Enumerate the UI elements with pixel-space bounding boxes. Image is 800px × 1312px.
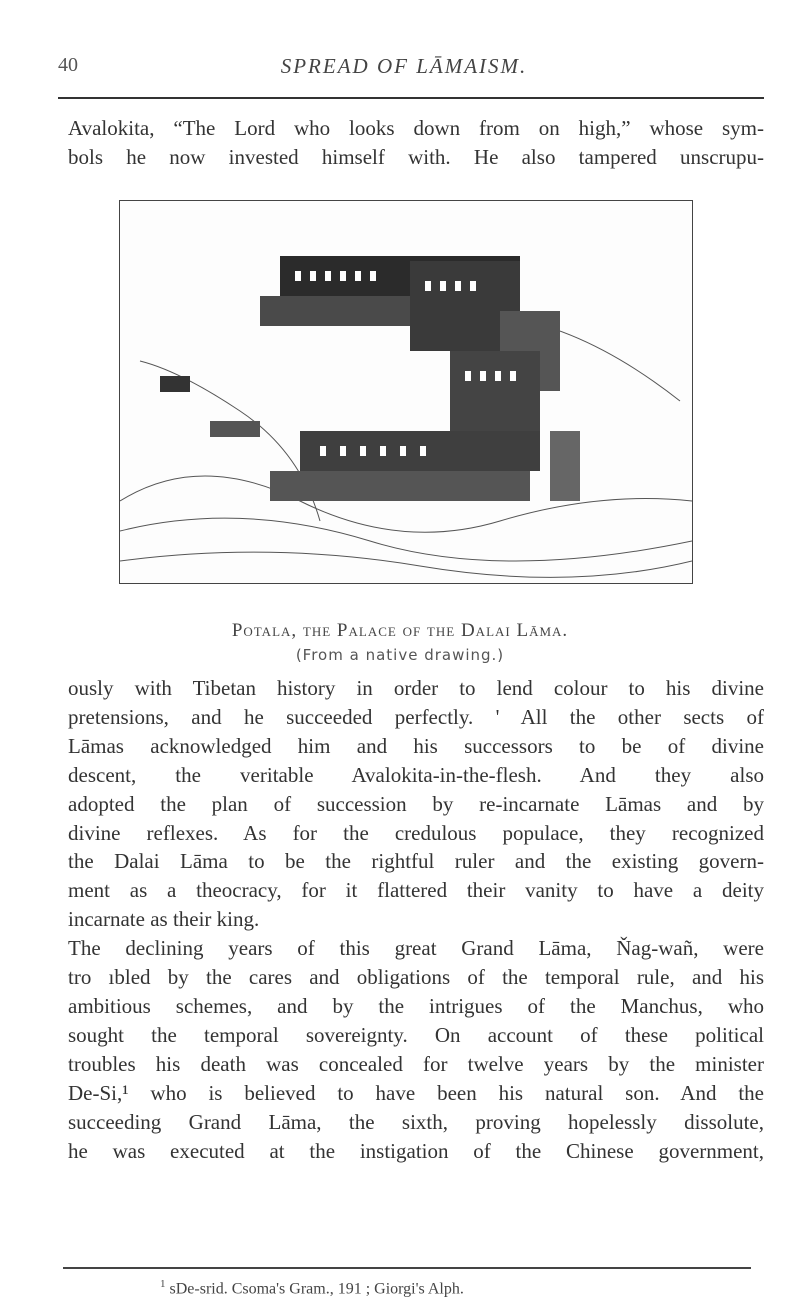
footnote-text: sDe-srid. Csoma's Gram., 191 ; Giorgi's Alph. (169, 1280, 464, 1298)
body-paragraph (68, 674, 764, 1165)
footnote (160, 1278, 720, 1298)
palace-drawing (120, 201, 692, 583)
text-line: bols he now invested himself with. He also tampered unscrupu- (68, 144, 764, 169)
potala-illustration (119, 200, 693, 584)
text-line: The declining years of this great Grand Lāma, Ňag-wañ, were (68, 936, 764, 961)
text-line: Avalokita, “The Lord who looks down from on high,” whose sym- (68, 116, 764, 140)
page-header (58, 54, 750, 84)
text-line: descent, the veritable Avalokita-in-the-flesh. And they also (68, 762, 764, 787)
header-rule (58, 97, 764, 99)
text-line: ment as a theocracy, for it flattered their vanity to have a deity (68, 878, 764, 903)
footnote-marker: 1 (160, 1278, 166, 1290)
footnote-rule (63, 1267, 751, 1269)
figure-caption: Potala, the Palace of the Dalai Lāma. (231, 620, 569, 641)
page-number: 40 (58, 54, 78, 76)
text-line: ously with Tibetan history in order to lend colour to his divine (68, 676, 764, 700)
text-line: he was executed at the instigation of the Chinese government, (68, 1138, 764, 1163)
text-line: ambitious schemes, and by the intrigues of the Manchus, who (68, 993, 764, 1018)
figure-subcaption: (From a native drawing.) (295, 646, 505, 664)
text-line: the Dalai Lāma to be the rightful ruler and the existing govern- (68, 849, 764, 874)
text-line: tro ıbled by the cares and obligations of the temporal rule, and his (68, 965, 764, 990)
text-line: pretensions, and he succeeded perfectly. ' All the other sects of (68, 704, 764, 729)
running-head: SPREAD OF LĀMAISM. (280, 54, 528, 78)
text-line: Lāmas acknowledged him and his successors to be of divine (68, 733, 764, 758)
text-line: De-Si,¹ who is believed to have been his natural son. And the (68, 1080, 764, 1105)
text-line: troubles his death was concealed for twelve years by the minister (68, 1051, 764, 1076)
text-line: incarnate as their king. (68, 907, 260, 932)
top-paragraph (68, 114, 764, 172)
text-line: divine reflexes. As for the credulous populace, they recognized (68, 820, 764, 845)
text-line: succeeding Grand Lāma, the sixth, proving hopelessly dissolute, (68, 1109, 764, 1134)
text-line: adopted the plan of succession by re-incarnate Lāmas and by (68, 791, 764, 816)
text-line: sought the temporal sovereignty. On account of these political (68, 1022, 764, 1047)
